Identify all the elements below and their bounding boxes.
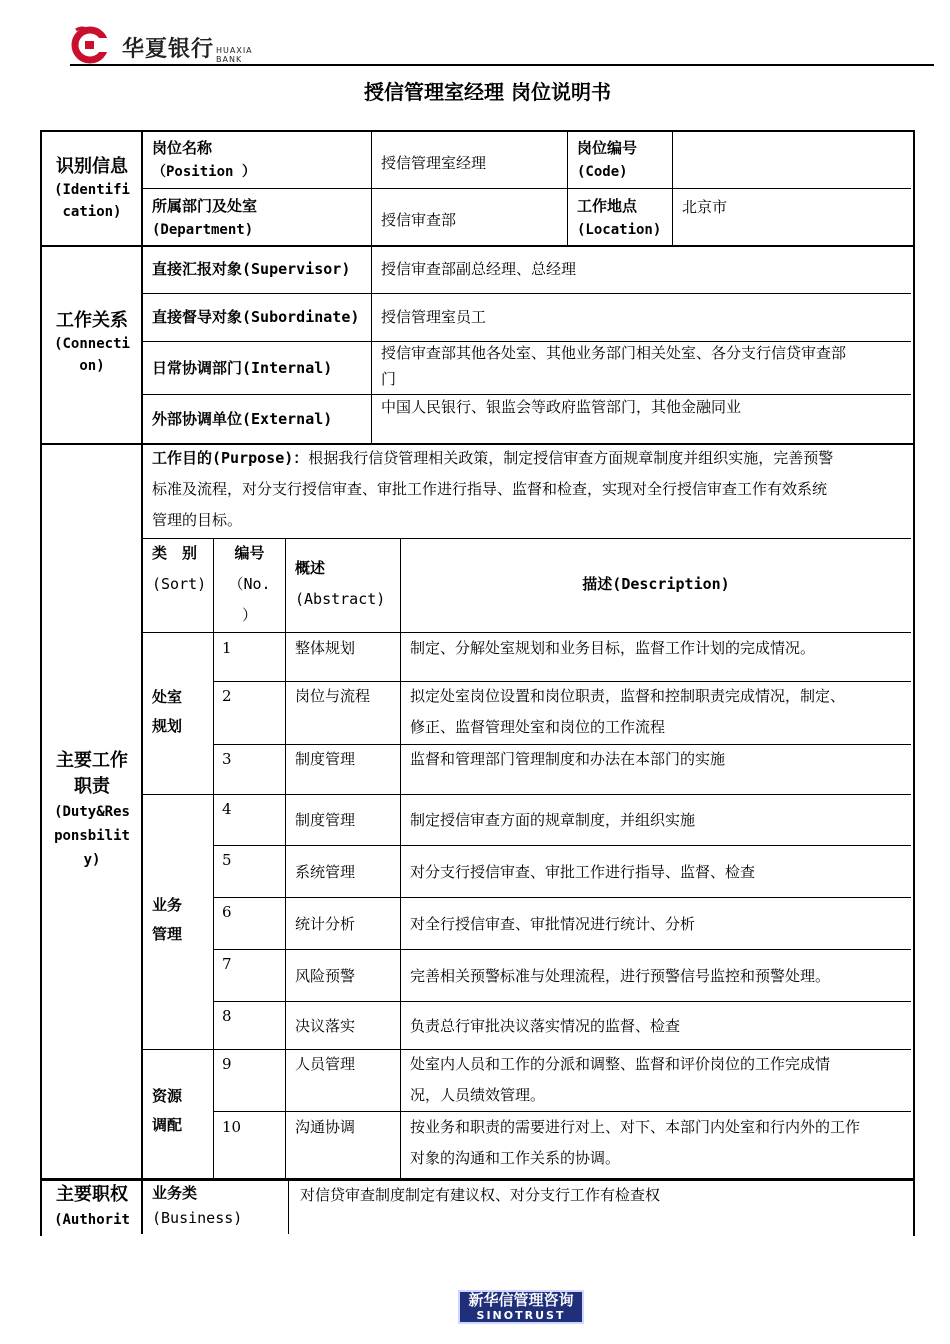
location-label-cn: 工作地点 — [577, 197, 638, 215]
item-abstract: 人员管理 — [295, 1055, 356, 1073]
divider — [213, 1001, 911, 1002]
item-description: 完善相关预警标准与处理流程，进行预警信号监控和预警处理。 — [410, 967, 831, 985]
group-office-planning — [152, 683, 182, 741]
item-no: 5 — [222, 851, 232, 869]
purpose-line-3: 管理的目标。 — [152, 511, 243, 529]
purpose-line-2: 标准及流程，对分支行授信审查、审批工作进行指导、监督和检查，实现对全行授信审查工作有效系统 — [152, 480, 828, 498]
divider — [672, 131, 673, 245]
purpose-label: 工作目的(Purpose)： — [152, 449, 309, 467]
duties-en-1: (Duty&Res — [54, 804, 130, 820]
group-resource-allocation — [152, 1082, 182, 1140]
identification-title: 识别信息 — [56, 156, 128, 177]
department-label — [152, 194, 257, 242]
business-authority-value: 对信贷审查制度制定有建议权、对分支行工作有检查权 — [300, 1186, 661, 1204]
position-label — [152, 136, 256, 184]
badge-english: SINOTRUST — [476, 1309, 566, 1322]
item-abstract: 岗位与流程 — [295, 687, 371, 705]
divider — [213, 538, 214, 1179]
sort-header-en: (Sort) — [152, 575, 207, 593]
item-no: 8 — [222, 1007, 232, 1025]
item-no: 10 — [222, 1118, 242, 1136]
department-label-cn: 所属部门及处室 — [152, 197, 258, 215]
duties-section-label — [43, 748, 141, 872]
item-no: 2 — [222, 687, 232, 705]
document-title: 授信管理室经理 岗位说明书 — [364, 80, 611, 104]
item-no: 6 — [222, 903, 232, 921]
work-purpose — [152, 443, 907, 536]
item-description — [410, 1112, 860, 1174]
no-header-en-close: ） — [241, 606, 257, 624]
duties-title-2: 职责 — [74, 776, 110, 797]
divider — [213, 897, 911, 898]
divider — [142, 188, 911, 189]
item-abstract: 制度管理 — [295, 750, 356, 768]
identification-en-1: (Identifi — [54, 182, 130, 198]
item-abstract: 沟通协调 — [295, 1118, 356, 1136]
code-label-en: (Code) — [577, 164, 628, 180]
item-abstract: 制度管理 — [295, 811, 356, 829]
code-label — [577, 136, 637, 184]
divider — [371, 246, 372, 444]
sort-header — [152, 538, 206, 600]
item-description: 制定、分解处室规划和业务目标，监督工作计划的完成情况。 — [410, 639, 816, 657]
item-description-line-1: 按业务和职责的需要进行对上、对下、本部门内处室和行内外的工作 — [410, 1118, 861, 1136]
no-header — [214, 538, 285, 631]
item-description: 制定授信审查方面的规章制度，并组织实施 — [410, 811, 696, 829]
divider — [40, 245, 913, 247]
sinotrust-badge — [458, 1290, 584, 1324]
divider — [141, 130, 143, 1234]
divider — [288, 1180, 289, 1234]
item-abstract: 系统管理 — [295, 863, 356, 881]
location-label-en: (Location) — [577, 222, 662, 238]
authority-en: (Authorit — [54, 1212, 130, 1228]
item-description: 对分支行授信审查、审批工作进行指导、监督、检查 — [410, 863, 756, 881]
no-header-en: （No. — [228, 575, 271, 593]
item-no: 3 — [222, 750, 232, 768]
item-abstract: 整体规划 — [295, 639, 356, 657]
group-name-line-1: 资源 — [152, 1087, 183, 1105]
position-label-en: （Position ） — [152, 164, 256, 180]
item-description-line-2: 对象的沟通和工作关系的协调。 — [410, 1149, 621, 1167]
divider — [142, 293, 911, 294]
relations-title: 工作关系 — [56, 310, 128, 331]
divider — [400, 538, 401, 1179]
description-header: 描述(Description) — [582, 575, 730, 593]
logo-chinese: 华夏银行 — [122, 37, 215, 62]
position-value: 授信管理室经理 — [381, 154, 487, 172]
logo-english: HUAXIA BANK — [216, 46, 253, 64]
internal-label: 日常协调部门(Internal) — [152, 359, 333, 377]
location-value: 北京市 — [682, 198, 728, 216]
item-description-line-1: 拟定处室岗位设置和岗位职责，监督和控制职责完成情况，制定、 — [410, 687, 846, 705]
item-description: 监督和管理部门管理制度和办法在本部门的实施 — [410, 750, 726, 768]
divider — [213, 949, 911, 950]
no-header-cn: 编号 — [234, 544, 265, 562]
supervisor-label: 直接汇报对象(Supervisor) — [152, 260, 351, 278]
business-label-en: (Business) — [152, 1209, 243, 1227]
code-label-cn: 岗位编号 — [577, 139, 638, 157]
department-label-en: (Department) — [152, 222, 254, 238]
abstract-header — [295, 553, 385, 615]
authority-section-label — [43, 1182, 141, 1232]
external-value: 中国人民银行、银监会等政府监管部门，其他金融同业 — [381, 398, 742, 416]
purpose-line-1: 根据我行信贷管理相关政策，制定授信审查方面规章制度并组织实施，完善预警 — [308, 449, 834, 467]
divider — [142, 794, 911, 795]
abstract-header-cn: 概述 — [295, 559, 326, 577]
internal-value-line-2: 门 — [381, 370, 397, 388]
group-name-line-1: 业务 — [152, 896, 183, 914]
business-label-cn: 业务类 — [152, 1184, 198, 1202]
relations-en-1: (Connecti — [54, 336, 130, 352]
item-abstract: 决议落实 — [295, 1017, 356, 1035]
abstract-header-en: (Abstract) — [295, 590, 386, 608]
group-name-line-2: 调配 — [152, 1116, 183, 1134]
header-rule — [70, 64, 934, 66]
location-label — [577, 194, 661, 242]
item-no: 1 — [222, 639, 232, 657]
item-description-line-1: 处室内人员和工作的分派和调整、监督和评价岗位的工作完成情 — [410, 1055, 831, 1073]
subordinate-label: 直接督导对象(Subordinate) — [152, 308, 360, 326]
item-description — [410, 1049, 830, 1111]
internal-value-line-1: 授信审查部其他各处室、其他业务部门相关处室、各分支行信贷审查部 — [381, 344, 847, 362]
item-abstract: 统计分析 — [295, 915, 356, 933]
duties-title-1: 主要工作 — [56, 750, 128, 771]
identification-section-label — [43, 152, 141, 222]
badge-chinese: 新华信管理咨询 — [468, 1291, 574, 1309]
position-label-cn: 岗位名称 — [152, 139, 213, 157]
divider — [371, 131, 372, 245]
divider — [213, 845, 911, 846]
supervisor-value: 授信审查部副总经理、总经理 — [381, 260, 577, 278]
item-no: 9 — [222, 1055, 232, 1073]
identification-en-2: cation) — [62, 204, 122, 220]
item-description — [410, 681, 845, 743]
duties-en-2: ponsbilit — [54, 828, 130, 844]
group-name-line-2: 规划 — [152, 717, 183, 735]
divider — [567, 131, 568, 245]
group-business-management — [152, 891, 182, 949]
duties-en-3: y) — [83, 852, 101, 868]
huaxia-logo-icon — [70, 24, 110, 64]
group-name-line-2: 管理 — [152, 925, 183, 943]
external-label: 外部协调单位(External) — [152, 410, 333, 428]
item-no: 4 — [222, 800, 232, 818]
subordinate-value: 授信管理室员工 — [381, 308, 487, 326]
business-authority-label — [152, 1181, 242, 1231]
item-description: 负责总行审批决议落实情况的监督、检查 — [410, 1017, 681, 1035]
item-description-line-2: 修正、监督管理处室和岗位的工作流程 — [410, 718, 666, 736]
sort-header-cn: 类 别 — [152, 544, 198, 562]
item-no: 7 — [222, 955, 232, 973]
item-description: 对全行授信审查、审批情况进行统计、分析 — [410, 915, 696, 933]
authority-title: 主要职权 — [56, 1184, 128, 1205]
item-abstract: 风险预警 — [295, 967, 356, 985]
item-description-line-2: 况，人员绩效管理。 — [410, 1086, 546, 1104]
divider — [285, 538, 286, 1179]
department-value: 授信审查部 — [381, 211, 457, 229]
relations-section-label — [43, 306, 141, 376]
group-name-line-1: 处室 — [152, 688, 183, 706]
internal-value — [381, 340, 846, 392]
relations-en-2: on) — [79, 358, 105, 374]
